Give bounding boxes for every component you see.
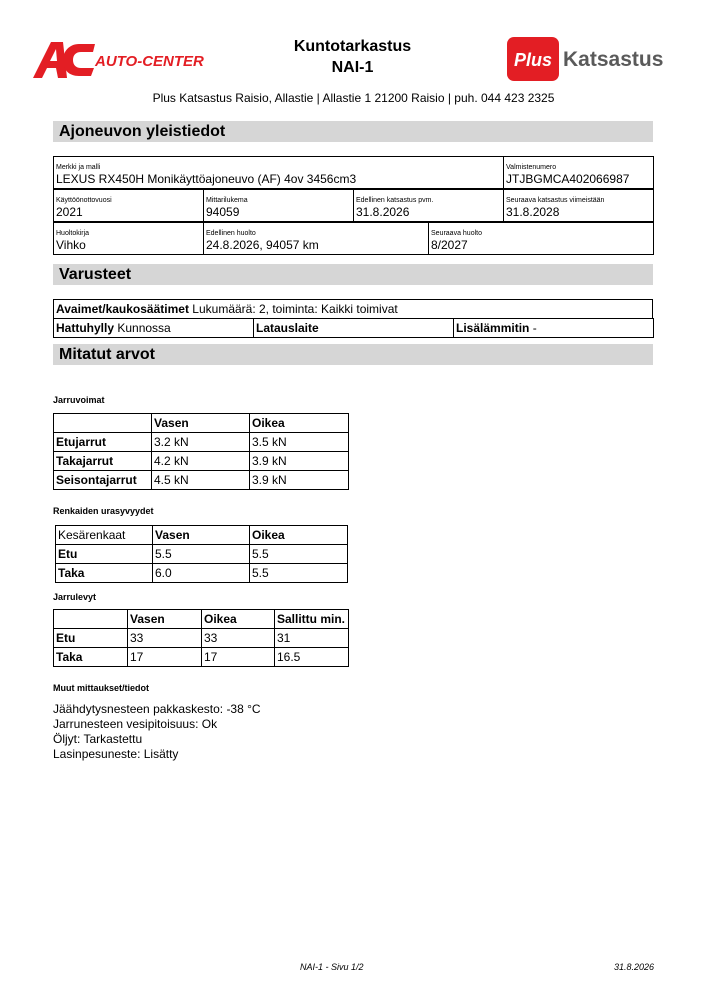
table-cell: 33	[202, 629, 275, 648]
last-service-label: Edellinen huolto	[206, 230, 256, 237]
next-inspection-label: Seuraava katsastus viimeistään	[506, 197, 605, 204]
heater-cell	[454, 319, 654, 338]
keys-label: Avaimet/kaukosäätimet	[56, 302, 189, 316]
table-cell: 4.5 kN	[152, 471, 250, 490]
table-header-cell: Vasen	[152, 414, 250, 433]
last-inspection-label: Edellinen katsastus pvm.	[356, 197, 434, 204]
vin-cell	[504, 157, 654, 189]
table-cell: 3.9 kN	[250, 471, 349, 490]
last-service-cell	[204, 223, 429, 255]
row-label: Taka	[56, 564, 153, 583]
last-service-value: 24.8.2026, 94057 km	[206, 238, 319, 252]
service-book-value: Vihko	[56, 238, 86, 252]
footer-date: 31.8.2026	[614, 962, 655, 972]
table-header-cell: Oikea	[202, 610, 275, 629]
row-label: Etujarrut	[54, 433, 152, 452]
discs-table	[53, 609, 349, 667]
table-header-row	[54, 610, 349, 629]
table-cell: 6.0	[153, 564, 250, 583]
table-cell: 5.5	[250, 545, 348, 564]
odometer-value: 94059	[206, 205, 240, 219]
vin-value: JTJBGMCA402066987	[506, 172, 630, 186]
table-header-cell: Oikea	[250, 414, 349, 433]
make-model-cell	[54, 157, 504, 189]
table-cell: 33	[128, 629, 202, 648]
shelf-value: Kunnossa	[117, 321, 171, 335]
year-value: 2021	[56, 205, 83, 219]
table-cell: 4.2 kN	[152, 452, 250, 471]
vehicle-info-table	[53, 156, 654, 189]
equipment-table-row2	[53, 318, 654, 338]
misc-line: Öljyt: Tarkastettu	[53, 732, 143, 746]
next-service-value: 8/2027	[431, 238, 468, 252]
footer-page-number: NAI-1 - Sivu 1/2	[300, 962, 364, 972]
misc-measurements	[53, 702, 261, 762]
auto-center-logo	[33, 38, 208, 80]
table-row	[54, 648, 349, 667]
year-label: Käyttöönottovuosi	[56, 197, 112, 204]
discs-title: Jarrulevyt	[53, 592, 97, 602]
keys-cell	[54, 300, 653, 319]
section-header-equipment: Varusteet	[53, 264, 653, 285]
next-service-cell	[429, 223, 654, 255]
year-cell	[54, 190, 204, 222]
table-cell: 3.2 kN	[152, 433, 250, 452]
table-cell: 3.5 kN	[250, 433, 349, 452]
section-header-measured: Mitatut arvot	[53, 344, 653, 365]
table-cell: 16.5	[275, 648, 349, 667]
next-inspection-cell	[504, 190, 654, 222]
vehicle-info-table-row3	[53, 222, 654, 255]
table-header-row	[54, 414, 349, 433]
misc-line: Jarrunesteen vesipitoisuus: Ok	[53, 717, 218, 731]
auto-center-logo-text: AUTO-CENTER	[95, 53, 204, 70]
table-header-cell: Kesärenkaat	[56, 526, 153, 545]
table-row	[54, 452, 349, 471]
table-header-cell	[54, 414, 152, 433]
table-row	[54, 471, 349, 490]
plate-number: NAI-1	[331, 59, 374, 76]
shelf-cell	[54, 319, 254, 338]
row-label: Etu	[56, 545, 153, 564]
keys-value: Lukumäärä: 2, toiminta: Kaikki toimivat	[192, 302, 398, 316]
table-row	[54, 433, 349, 452]
table-row	[54, 629, 349, 648]
table-cell: 5.5	[153, 545, 250, 564]
row-label: Etu	[54, 629, 128, 648]
plus-logo-badge-text: Plus	[513, 50, 553, 70]
row-label: Taka	[54, 648, 128, 667]
odometer-label: Mittarilukema	[206, 197, 248, 204]
table-row	[56, 564, 348, 583]
table-header-cell: Oikea	[250, 526, 348, 545]
tires-title: Renkaiden urasyvyydet	[53, 506, 154, 516]
vehicle-info-table-row2	[53, 189, 654, 222]
heater-label: Lisälämmitin	[456, 321, 530, 335]
last-inspection-cell	[354, 190, 504, 222]
brakes-table	[53, 413, 349, 490]
table-row	[56, 545, 348, 564]
table-cell: 17	[128, 648, 202, 667]
shelf-label: Hattuhylly	[56, 321, 115, 335]
table-cell: 5.5	[250, 564, 348, 583]
heater-value: -	[532, 321, 537, 335]
charger-label: Latauslaite	[256, 321, 319, 335]
make-model-value: LEXUS RX450H Monikäyttöajoneuvo (AF) 4ov 3456cm3	[56, 172, 357, 186]
next-inspection-value: 31.8.2028	[506, 205, 560, 219]
vin-label: Valmistenumero	[506, 164, 557, 171]
station-address: Plus Katsastus Raisio, Allastie | Allastie 1 21200 Raisio | puh. 044 423 2325	[152, 91, 555, 105]
section-header-general: Ajoneuvon yleistiedot	[53, 121, 653, 142]
misc-line: Lasinpesuneste: Lisätty	[53, 747, 179, 761]
service-book-cell	[54, 223, 204, 255]
row-label: Seisontajarrut	[54, 471, 152, 490]
table-header-cell: Sallittu min.	[275, 610, 349, 629]
next-service-label: Seuraava huolto	[431, 230, 482, 237]
table-cell: 3.9 kN	[250, 452, 349, 471]
equipment-table	[53, 299, 653, 319]
charger-cell	[254, 319, 454, 338]
table-header-cell: Vasen	[128, 610, 202, 629]
misc-line: Jäähdytysnesteen pakkaskesto: -38 °C	[53, 702, 261, 716]
title-text: Kuntotarkastus	[293, 38, 412, 55]
plus-katsastus-logo	[505, 36, 675, 82]
table-header-cell: Vasen	[153, 526, 250, 545]
table-header-cell	[54, 610, 128, 629]
misc-title: Muut mittaukset/tiedot	[53, 683, 149, 693]
table-cell: 17	[202, 648, 275, 667]
last-inspection-value: 31.8.2026	[356, 205, 410, 219]
katsastus-logo-text: Katsastus	[563, 48, 664, 71]
tires-table	[55, 525, 348, 583]
brakes-title: Jarruvoimat	[53, 395, 105, 405]
make-model-label: Merkki ja malli	[56, 164, 101, 171]
table-cell: 31	[275, 629, 349, 648]
row-label: Takajarrut	[54, 452, 152, 471]
table-header-row	[56, 526, 348, 545]
odometer-cell	[204, 190, 354, 222]
document-title	[250, 36, 455, 78]
service-book-label: Huoltokirja	[56, 230, 90, 237]
